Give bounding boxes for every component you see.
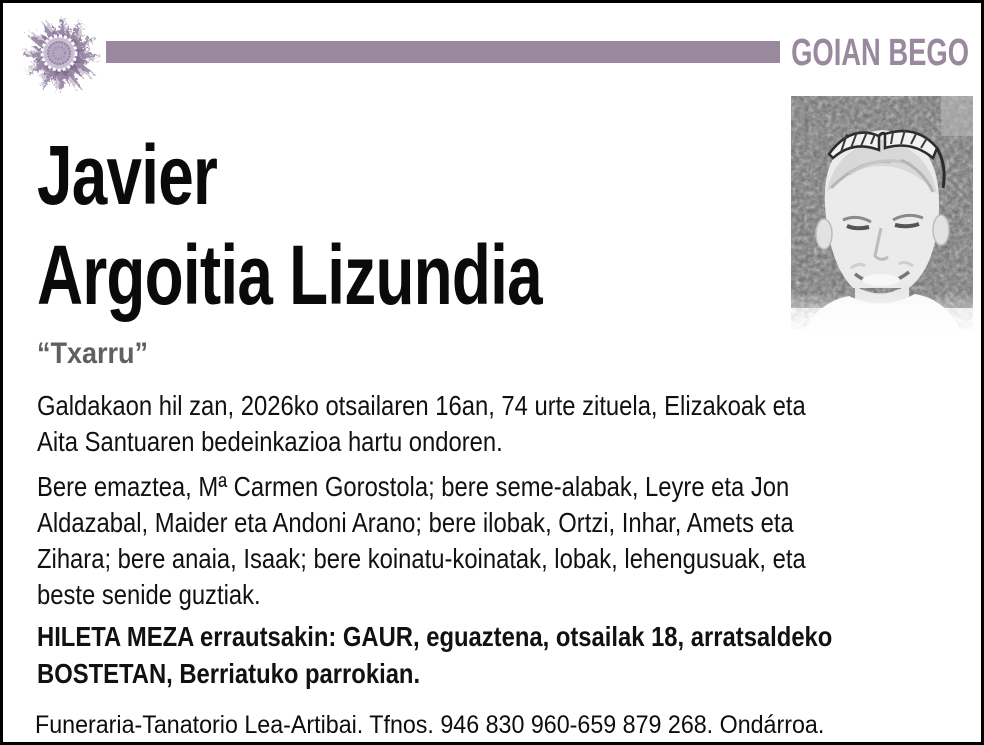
text-line: beste senide guztiak. xyxy=(37,579,261,610)
deceased-name xyxy=(37,125,701,325)
funeral-notice-paragraph xyxy=(37,618,973,692)
eguzkilore-flower-icon xyxy=(11,7,106,99)
deceased-surnames: Argoitia Lizundia xyxy=(37,228,542,322)
text-line: Zihara; bere anaia, Isaak; bere koinatu-koinatak, lobak, lehengusuak, eta xyxy=(37,543,806,574)
deceased-nickname: “Txarru” xyxy=(37,337,149,370)
deceased-portrait-photo xyxy=(791,96,973,336)
text-line: Aldazabal, Maider eta Andoni Arano; bere ilobak, Ortzi, Inhar, Amets eta xyxy=(37,507,794,538)
deceased-first-name: Javier xyxy=(37,128,218,222)
header-rule-bar xyxy=(106,41,780,63)
text-line: Aita Santuaren bedeinkazioa hartu ondoren. xyxy=(37,426,503,457)
family-paragraph xyxy=(37,469,941,613)
death-notice-paragraph xyxy=(37,388,941,460)
funeral-home-footer: Funeraria-Tanatorio Lea-Artibai. Tfnos. 946 830 960-659 879 268. Ondárroa. xyxy=(35,711,825,739)
text-line: BOSTETAN, Berriatuko parrokian. xyxy=(37,658,421,689)
text-line: HILETA MEZA errautsakin: GAUR, eguaztena, otsailak 18, arratsaldeko xyxy=(37,621,833,652)
text-line: Galdakaon hil zan, 2026ko otsailaren 16an, 74 urte zituela, Elizakoak eta xyxy=(37,390,806,421)
motto-goian-bego: GOIAN BEGO xyxy=(791,32,969,74)
text-line: Bere emaztea, Mª Carmen Gorostola; bere seme-alabak, Leyre eta Jon xyxy=(37,471,790,502)
